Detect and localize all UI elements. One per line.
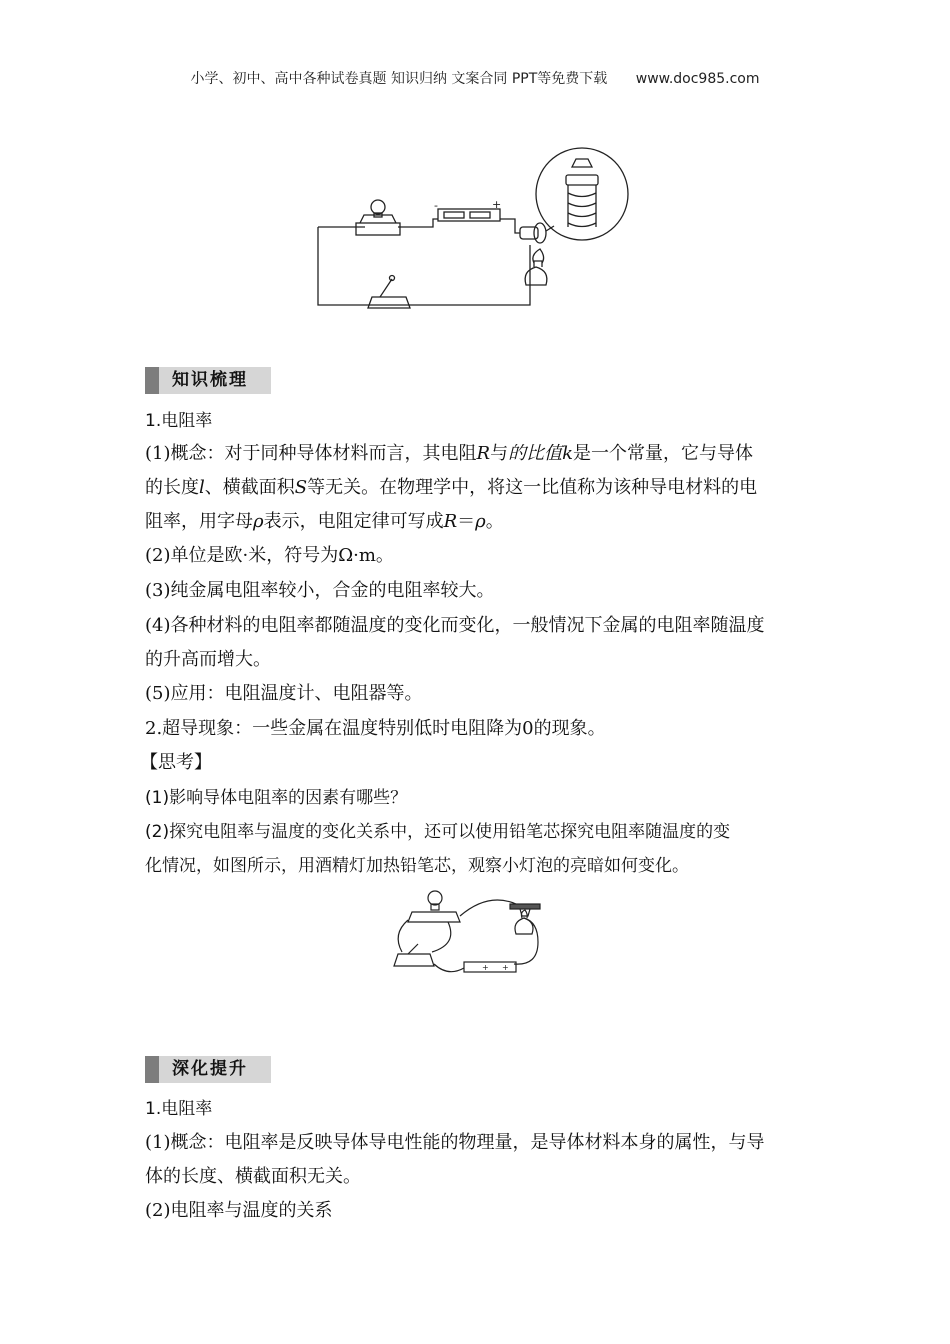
section-tag-deepen (145, 1056, 271, 1083)
temperature-line-1: (4)各种材料的电阻率都随温度的变化而变化，一般情况下金属的电阻率随温度 (145, 615, 765, 636)
deep-item-heading: 1.电阻率 (145, 1099, 213, 1119)
symbol-rho: ρ (253, 511, 264, 532)
section-tag-bar (145, 1056, 159, 1083)
symbol-S: S (294, 477, 308, 498)
unit-line: (2)单位是欧·米，符号为Ω·m。 (145, 545, 394, 566)
concept-text: 的长度 (145, 477, 199, 498)
battery-minus-label: - (434, 199, 438, 212)
superconductivity-line: 2.超导现象：一些金属在温度特别低时电阻降为0的现象。 (145, 718, 606, 739)
symbol-R: R (443, 511, 458, 532)
concept-text: (1)概念：对于同种导体材料而言，其电阻 (145, 443, 477, 464)
header-site: www.doc985.com (635, 71, 760, 87)
circuit-figure-1 (310, 145, 640, 315)
header-text: 小学、初中、高中各种试卷真题 知识归纳 文案合同 PPT等免费下载 (190, 71, 608, 87)
deep-temperature-line: (2)电阻率与温度的关系 (145, 1200, 333, 1221)
battery-plus-label: + (502, 963, 509, 972)
concept-text-italic: 的比值 (508, 443, 563, 464)
symbol-rho: ρ (475, 511, 486, 532)
concept-text: 。 (485, 511, 504, 532)
think-heading: 【思考】 (140, 752, 212, 773)
deep-concept-line-1: (1)概念：电阻率是反映导体导电性能的物理量，是导体材料本身的属性，与导 (145, 1132, 765, 1153)
deep-concept-line-2: 体的长度、横截面积无关。 (145, 1166, 361, 1187)
battery-plus-label: + (492, 198, 502, 211)
item-heading: 1.电阻率 (145, 411, 213, 431)
concept-text: ＝ (457, 511, 476, 532)
symbol-R: R (476, 443, 491, 464)
section-tag-bar (145, 367, 159, 394)
concept-text: 、横截面积 (204, 477, 295, 498)
symbol-k: k (562, 443, 573, 464)
pure-metal-line: (3)纯金属电阻率较小，合金的电阻率较大。 (145, 580, 495, 601)
section-title: 知识梳理 (172, 370, 248, 390)
symbol-l: l (199, 477, 205, 498)
question-2-line-2: 化情况，如图所示，用酒精灯加热铅笔芯，观察小灯泡的亮暗如何变化。 (145, 856, 689, 876)
concept-text: 表示，电阻定律可写成 (263, 511, 444, 532)
concept-text: 与 (490, 443, 509, 464)
question-2-line-1: (2)探究电阻率与温度的变化关系中，还可以使用铅笔芯探究电阻率随温度的变 (145, 822, 731, 842)
battery-plus-label: + (482, 963, 489, 972)
concept-text: 等无关。在物理学中，将这一比值称为该种导电材料的电 (307, 477, 758, 498)
question-1: (1)影响导体电阻率的因素有哪些？ (145, 788, 408, 808)
concept-paragraph (145, 437, 810, 539)
section-title: 深化提升 (172, 1059, 248, 1079)
concept-text: 阻率，用字母 (145, 511, 253, 532)
application-line: (5)应用：电阻温度计、电阻器等。 (145, 683, 423, 704)
temperature-line-2: 的升高而增大。 (145, 649, 271, 670)
section-tag-knowledge (145, 367, 271, 394)
circuit-figure-2 (388, 882, 558, 982)
page-header (0, 68, 950, 88)
concept-text: 是一个常量，它与导体 (572, 443, 753, 464)
